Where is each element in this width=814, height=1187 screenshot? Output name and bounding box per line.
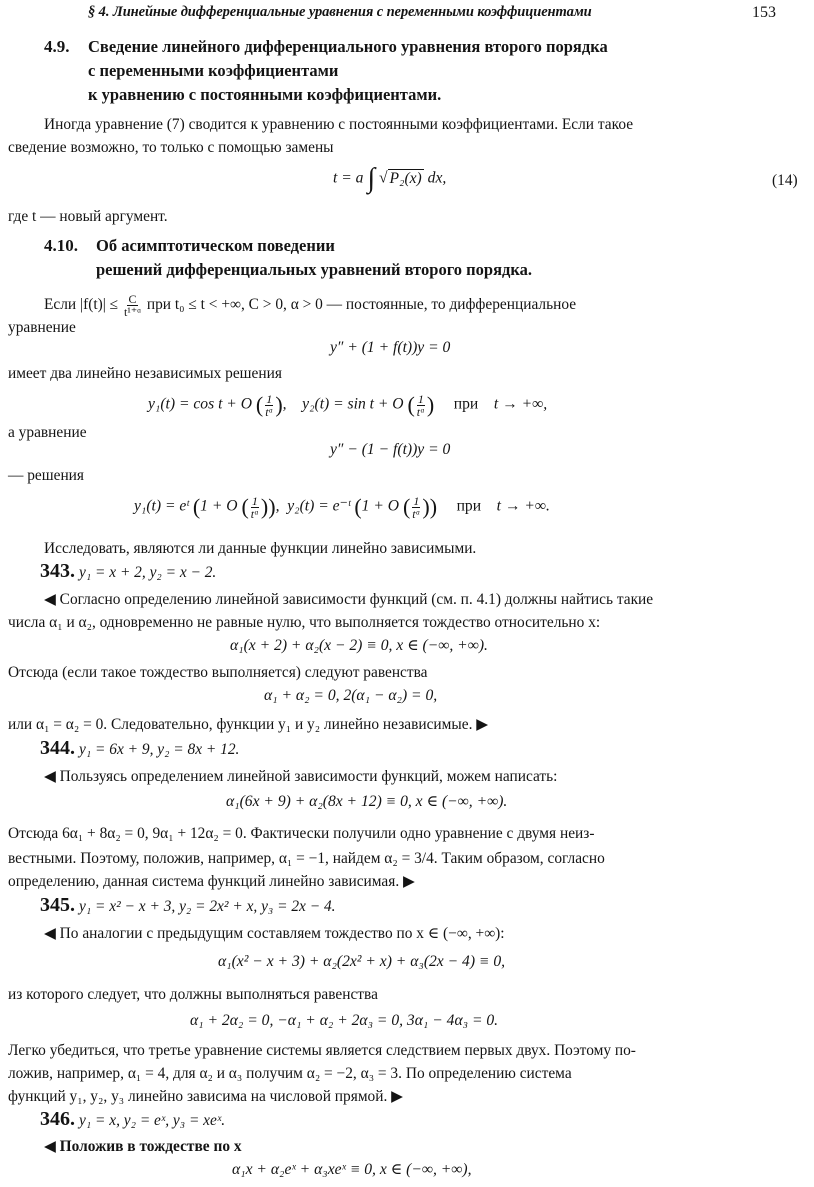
fraction-numerator: 1 [413,493,420,508]
paragraph-line: где t — новый аргумент. [8,208,168,225]
section-4-10-title-line-1: Об асимптотическом поведении [96,236,335,255]
fraction-numerator: 1 [266,391,273,406]
integral-sign: ∫ [367,163,376,194]
condition-line [44,293,576,318]
substitution-formula: t = a ∫ √ P₂(x) dx, [333,163,447,194]
condition-end: при t₀ ≤ t < +∞, C > 0, α > 0 — постоянные, то дифференциальное [146,296,577,314]
section-4-10-number: 4.10. [44,236,78,255]
paragraph-line: имеет два линейно независимых решения [8,365,282,382]
section-4-9-number: 4.9. [44,37,70,56]
task-intro: Исследовать, являются ли данные функции линейно зависимыми. [44,540,477,557]
solution-y2: y₂(t) = e⁻ᵗ [287,497,351,515]
solution-line: из которого следует, что должны выполняться равенства [8,986,378,1003]
paragraph-line: а уравнение [8,424,87,441]
identity-equation: α₁x + α₂eˣ + α₃xeˣ ≡ 0, x ∈ (−∞, +∞), [232,1161,472,1178]
section-4-9-title-line-3: к уравнению с постоянными коэффициентами. [88,85,442,104]
equation-y-minus: y″ − (1 − f(t))y = 0 [330,441,451,458]
fraction [124,293,141,318]
paragraph-line: Иногда уравнение (7) сводится к уравнению с постоянными коэффициентами. Если такое [44,116,634,133]
solution-line: функций y₁, y₂, y₃ линейно зависима на числовой прямой. ▶ [8,1088,404,1105]
fraction-denominator: t¹⁺ᵅ [123,305,142,319]
solution-line: Легко убедиться, что третье уравнение системы является следствием первых двух. Поэтому по- [8,1042,636,1059]
fraction-numerator: C [128,292,137,306]
solution-line: ложив, например, α₁ = 4, для α₂ и α₃ получим α₂ = −2, α₃ = 3. По определению система [8,1065,572,1082]
solution-line: ◀ По аналогии с предыдущим составляем тождество по x ∈ (−∞, +∞): [44,925,505,942]
fraction-denominator: tᵅ [265,404,274,419]
fraction-numerator: 1 [417,391,424,406]
identity-equation: α₁(x² − x + 3) + α₂(2x² + x) + α₃(2x − 4) ≡ 0, [218,953,506,970]
solution-line: или α₁ = α₂ = 0. Следовательно, функции y₁ и y₂ линейно независимые. ▶ [8,716,489,733]
problem-number: 346. [40,1108,75,1130]
limit-condition: t → +∞. [496,497,550,515]
solution-y1: y₁(t) = cos t + O [148,395,252,413]
limit-condition: t → +∞, [493,395,548,413]
paragraph-line: уравнение [8,319,76,336]
inner-term: 1 + O [200,497,238,515]
section-4-10-title-line-2: решений дифференциальных уравнений второго порядка. [96,260,532,279]
fraction-denominator: tᵅ [416,404,425,419]
problem-number: 345. [40,894,75,916]
solution-line: ◀ Положив в тождестве по x [44,1138,242,1155]
problem-number: 344. [40,737,75,759]
word-when: при [456,497,482,515]
formula-radicand: P₂(x) [389,169,422,187]
formula-lhs: t = a [333,169,364,187]
solution-line: вестными. Поэтому, положив, например, α₁ = −1, найдем α₂ = 3/4. Таким образом, согласно [8,850,605,867]
fraction [412,495,420,520]
paragraph-line: — решения [8,467,84,484]
running-title: § 4. Линейные дифференциальные уравнения с переменными коэффициентами [88,4,592,20]
problem-345-header [40,894,336,917]
fraction [251,495,259,520]
identity-equation: α₁(x + 2) + α₂(x − 2) ≡ 0, x ∈ (−∞, +∞). [230,637,488,654]
word-when: при [453,395,479,413]
section-4-9-title-line-2: с переменными коэффициентами [88,61,339,80]
section-4-9-title-line-1: Сведение линейного дифференциального уравнения второго порядка [88,37,608,56]
problem-number: 343. [40,560,75,582]
page-number: 153 [752,4,776,21]
problem-statement: y₁ = x + 2, y₂ = x − 2. [79,564,217,581]
paragraph-line: сведение возможно, то только с помощью замены [8,139,334,156]
solution-line: Отсюда (если такое тождество выполняется) следуют равенства [8,664,428,681]
fraction [265,393,273,418]
solution-line: ◀ Пользуясь определением линейной зависимости функций, можем написать: [44,768,558,785]
problem-statement: y₁ = x² − x + 3, y₂ = 2x² + x, y₃ = 2x − 4. [79,898,336,915]
solution-y2: y₂(t) = sin t + O [302,395,404,413]
problem-346-header [40,1108,225,1131]
equalities: α₁ + α₂ = 0, 2(α₁ − α₂) = 0, [264,687,438,704]
equation-number: (14) [772,172,798,189]
solution-line: Отсюда 6α₁ + 8α₂ = 0, 9α₁ + 12α₂ = 0. Фактически получили одно уравнение с двумя неиз- [8,825,595,842]
asymptotic-solutions-1: y₁(t) = cos t + O ( $\frac{1}{\text{tᵅ}}$ ), y₂(t) = sin t + O ( $\frac{1}{\text{tᵅ}}$ ) при t → +∞, [148,391,548,419]
asymptotic-solutions-2: y₁(t) = eᵗ (1 + O ( $\frac{1}{\text{tᵅ}}$ )), y₂(t) = e⁻ᵗ (1 + O ( $\frac{1}{\text{tᵅ}}$ )) при t → +∞. [134,493,550,521]
fraction-numerator: 1 [251,493,258,508]
formula-differential: dx, [427,169,447,187]
equalities: α₁ + 2α₂ = 0, −α₁ + α₂ + 2α₃ = 0, 3α₁ − 4α₃ = 0. [190,1012,499,1029]
problem-statement: y₁ = 6x + 9, y₂ = 8x + 12. [79,741,240,758]
equation-y-plus: y″ + (1 + f(t))y = 0 [330,339,451,356]
identity-equation: α₁(6x + 9) + α₂(8x + 12) ≡ 0, x ∈ (−∞, +∞). [226,793,508,810]
solution-line: ◀ Согласно определению линейной зависимости функций (см. п. 4.1) должны найтись такие [44,591,654,608]
solution-y1: y₁(t) = eᵗ [134,497,189,515]
problem-344-header [40,737,239,760]
fraction [417,393,425,418]
solution-line: определению, данная система функций линейно зависимая. ▶ [8,873,415,890]
problem-343-header [40,560,216,583]
condition-start: Если |f(t)| ≤ [44,296,119,314]
problem-statement: y₁ = x, y₂ = eˣ, y₃ = xeˣ. [79,1112,226,1129]
fraction-denominator: tᵅ [412,506,421,521]
fraction-denominator: tᵅ [250,506,259,521]
inner-term: 1 + O [361,497,400,515]
solution-line: числа α₁ и α₂, одновременно не равные нулю, что выполняется тождество относительно x: [8,614,601,631]
